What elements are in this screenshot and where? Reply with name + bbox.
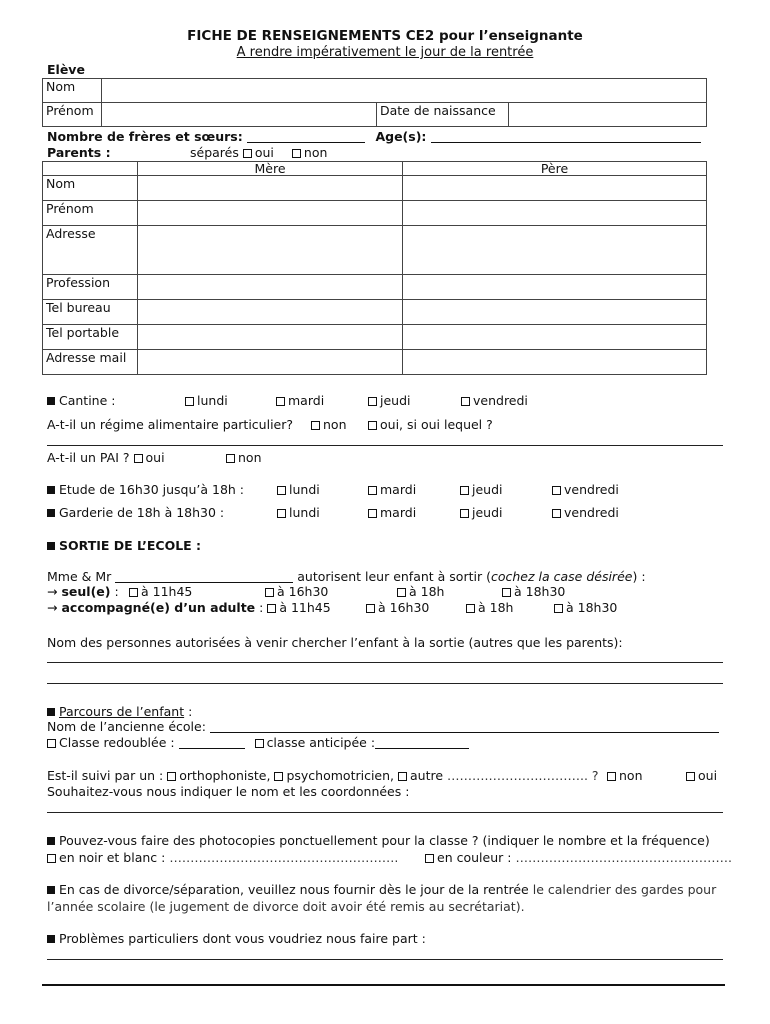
parents-names-field[interactable] bbox=[115, 582, 293, 583]
regime-question: A-t-il un régime alimentaire particulier? bbox=[47, 417, 294, 432]
row-label: Tel portable bbox=[43, 325, 138, 350]
anticipee-field[interactable] bbox=[375, 748, 469, 749]
pere-nom-field[interactable] bbox=[403, 176, 707, 201]
form-subtitle: A rendre impérativement le jour de la rentrée bbox=[236, 45, 534, 60]
coordonnees-label: Souhaitez-vous nous indiquer le nom et les coordonnées : bbox=[47, 784, 410, 799]
problemes-line-2[interactable] bbox=[42, 984, 725, 986]
cantine-jeudi[interactable]: jeudi bbox=[368, 393, 411, 408]
freres-field[interactable] bbox=[247, 142, 365, 143]
personnes-line-2[interactable] bbox=[47, 683, 723, 684]
parents-label: Parents : bbox=[47, 145, 111, 160]
checkbox-icon[interactable] bbox=[265, 588, 274, 597]
eleve-heading: Elève bbox=[47, 62, 85, 77]
checkbox-icon[interactable] bbox=[129, 588, 138, 597]
garderie-jeudi[interactable]: jeudi bbox=[460, 505, 503, 520]
sortie-autorisation: Mme & Mr autorisent leur enfant à sortir (cochez la case désirée) : bbox=[47, 569, 646, 584]
suivi-row: Est-il suivi par un : orthophoniste, psychomotricien, autre ……….………….……….. ? bbox=[47, 768, 599, 783]
bullet-icon bbox=[47, 397, 55, 405]
bullet-icon bbox=[47, 486, 55, 494]
garderie-lundi[interactable]: lundi bbox=[277, 505, 320, 520]
noir-blanc-checkbox[interactable] bbox=[47, 854, 56, 863]
noir-blanc-row: en noir et blanc : ………………………………………………. bbox=[47, 850, 398, 865]
row-label: Adresse mail bbox=[43, 350, 138, 375]
pere-mail-field[interactable] bbox=[403, 350, 707, 375]
checkbox-icon[interactable] bbox=[460, 486, 469, 495]
seul-1830[interactable]: à 18h30 bbox=[502, 584, 565, 599]
garderie-vendredi[interactable]: vendredi bbox=[552, 505, 619, 520]
separes-non-checkbox[interactable] bbox=[292, 149, 301, 158]
checkbox-icon[interactable] bbox=[368, 397, 377, 406]
divorce-line-1: En cas de divorce/séparation, veuillez nous fournir dès le jour de la rentrée le calendrier des gardes pour bbox=[47, 882, 716, 897]
checkbox-icon[interactable] bbox=[368, 486, 377, 495]
pere-tel-bureau-field[interactable] bbox=[403, 300, 707, 325]
checkbox-icon[interactable] bbox=[552, 509, 561, 518]
checkbox-icon[interactable] bbox=[552, 486, 561, 495]
pai-non[interactable]: non bbox=[226, 450, 262, 465]
ancienne-ecole: Nom de l’ancienne école: bbox=[47, 719, 719, 734]
pere-profession-field[interactable] bbox=[403, 275, 707, 300]
mere-tel-portable-field[interactable] bbox=[138, 325, 403, 350]
eleve-nom-field[interactable] bbox=[102, 79, 707, 103]
suivi-non[interactable]: non bbox=[607, 768, 643, 783]
seul-1630[interactable]: à 16h30 bbox=[265, 584, 328, 599]
anticipee-checkbox[interactable] bbox=[255, 739, 264, 748]
row-label: Profession bbox=[43, 275, 138, 300]
bullet-icon bbox=[47, 509, 55, 517]
garderie-mardi[interactable]: mardi bbox=[368, 505, 416, 520]
bullet-icon bbox=[47, 837, 55, 845]
freres-label: Nombre de frères et sœurs: Age(s): bbox=[47, 129, 701, 144]
eleve-table bbox=[42, 78, 707, 127]
checkbox-icon[interactable] bbox=[686, 772, 695, 781]
form-title: FICHE DE RENSEIGNEMENTS CE2 pour l’enseignante bbox=[187, 28, 583, 44]
row-label: Nom bbox=[43, 176, 138, 201]
mere-prenom-field[interactable] bbox=[138, 201, 403, 226]
bullet-icon bbox=[47, 935, 55, 943]
checkbox-icon[interactable] bbox=[185, 397, 194, 406]
checkbox-icon[interactable] bbox=[607, 772, 616, 781]
sortie-heading: SORTIE DE L’ECOLE : bbox=[47, 538, 201, 553]
divorce-line-2: l’année scolaire (le jugement de divorce doit avoir été remis au secrétariat). bbox=[47, 899, 525, 914]
mere-tel-bureau-field[interactable] bbox=[138, 300, 403, 325]
mere-adresse-field[interactable] bbox=[138, 226, 403, 275]
row-label: Prénom bbox=[43, 201, 138, 226]
bullet-icon bbox=[47, 886, 55, 894]
redoublee-field[interactable] bbox=[179, 748, 245, 749]
pere-prenom-field[interactable] bbox=[403, 201, 707, 226]
couleur-checkbox[interactable] bbox=[425, 854, 434, 863]
checkbox-icon[interactable] bbox=[277, 486, 286, 495]
ortho-checkbox[interactable] bbox=[167, 772, 176, 781]
checkbox-icon[interactable] bbox=[466, 604, 475, 613]
checkbox-icon[interactable] bbox=[226, 454, 235, 463]
acc-1830[interactable]: à 18h30 bbox=[554, 600, 617, 615]
checkbox-icon[interactable] bbox=[277, 509, 286, 518]
pere-tel-portable-field[interactable] bbox=[403, 325, 707, 350]
acc-18[interactable]: à 18h bbox=[466, 600, 513, 615]
etude-vendredi[interactable]: vendredi bbox=[552, 482, 619, 497]
seul-row: → seul(e) : bbox=[47, 584, 119, 599]
seul-18[interactable]: à 18h bbox=[397, 584, 444, 599]
ages-field[interactable] bbox=[431, 142, 701, 143]
checkbox-icon[interactable] bbox=[460, 509, 469, 518]
regime-answer-line[interactable] bbox=[47, 445, 723, 446]
acc-1145-checkbox[interactable] bbox=[267, 604, 276, 613]
row-label: Tel bureau bbox=[43, 300, 138, 325]
cantine-mardi[interactable]: mardi bbox=[276, 393, 324, 408]
etude-jeudi[interactable]: jeudi bbox=[460, 482, 503, 497]
regime-non[interactable]: non bbox=[311, 417, 347, 432]
autre-checkbox[interactable] bbox=[398, 772, 407, 781]
row-label: Adresse bbox=[43, 226, 138, 275]
mere-nom-field[interactable] bbox=[138, 176, 403, 201]
couleur-row: en couleur : ……………………………………………. bbox=[425, 850, 732, 865]
personnes-autorisees: Nom des personnes autorisées à venir chercher l’enfant à la sortie (autres que les parents): bbox=[47, 635, 623, 650]
col-pere: Père bbox=[403, 162, 707, 176]
parcours-heading: Parcours de l’enfant : bbox=[47, 704, 192, 719]
redoublee-checkbox[interactable] bbox=[47, 739, 56, 748]
photocopies-question: Pouvez-vous faire des photocopies ponctuellement pour la classe ? (indiquer le nombre et la fréquence) bbox=[47, 833, 710, 848]
seul-1145[interactable]: à 11h45 bbox=[129, 584, 192, 599]
col-mere: Mère bbox=[138, 162, 403, 176]
redoublee-row: Classe redoublée : classe anticipée : bbox=[47, 735, 469, 750]
cantine-vendredi[interactable]: vendredi bbox=[461, 393, 528, 408]
parents-table bbox=[42, 161, 707, 375]
garderie-label: Garderie de 18h à 18h30 : bbox=[47, 505, 224, 520]
pai-oui-checkbox[interactable] bbox=[134, 454, 143, 463]
regime-oui[interactable]: oui, si oui lequel ? bbox=[368, 417, 493, 432]
date-naissance-field[interactable] bbox=[509, 103, 707, 127]
cantine-row: Cantine : bbox=[47, 393, 115, 408]
checkbox-icon[interactable] bbox=[554, 604, 563, 613]
bullet-icon bbox=[47, 542, 55, 550]
checkbox-icon[interactable] bbox=[368, 421, 377, 430]
checkbox-icon[interactable] bbox=[461, 397, 470, 406]
coordonnees-line[interactable] bbox=[47, 812, 723, 813]
suivi-oui[interactable]: oui bbox=[686, 768, 717, 783]
psycho-checkbox[interactable] bbox=[274, 772, 283, 781]
problemes-question: Problèmes particuliers dont vous voudriez nous faire part : bbox=[47, 931, 426, 946]
eleve-prenom-field[interactable] bbox=[102, 103, 377, 127]
separes-row: séparés oui non bbox=[190, 145, 328, 160]
etude-mardi[interactable]: mardi bbox=[368, 482, 416, 497]
problemes-line-1[interactable] bbox=[47, 959, 723, 960]
personnes-line-1[interactable] bbox=[47, 662, 723, 663]
checkbox-icon[interactable] bbox=[311, 421, 320, 430]
pere-adresse-field[interactable] bbox=[403, 226, 707, 275]
checkbox-icon[interactable] bbox=[276, 397, 285, 406]
pai-question: A-t-il un PAI ? oui bbox=[47, 450, 165, 465]
date-naissance-label: Date de naissance bbox=[377, 103, 509, 127]
etude-label: Etude de 16h30 jusqu’à 18h : bbox=[47, 482, 244, 497]
mere-profession-field[interactable] bbox=[138, 275, 403, 300]
etude-lundi[interactable]: lundi bbox=[277, 482, 320, 497]
cantine-lundi[interactable]: lundi bbox=[185, 393, 228, 408]
checkbox-icon[interactable] bbox=[397, 588, 406, 597]
mere-mail-field[interactable] bbox=[138, 350, 403, 375]
accompagne-row: → accompagné(e) d’un adulte : à 11h45 bbox=[47, 600, 331, 615]
checkbox-icon[interactable] bbox=[366, 604, 375, 613]
ancienne-ecole-field[interactable] bbox=[210, 732, 719, 733]
bullet-icon bbox=[47, 708, 55, 716]
eleve-prenom-label: Prénom bbox=[43, 103, 102, 127]
separes-oui-checkbox[interactable] bbox=[243, 149, 252, 158]
checkbox-icon[interactable] bbox=[368, 509, 377, 518]
eleve-nom-label: Nom bbox=[43, 79, 102, 103]
checkbox-icon[interactable] bbox=[502, 588, 511, 597]
acc-1630[interactable]: à 16h30 bbox=[366, 600, 429, 615]
